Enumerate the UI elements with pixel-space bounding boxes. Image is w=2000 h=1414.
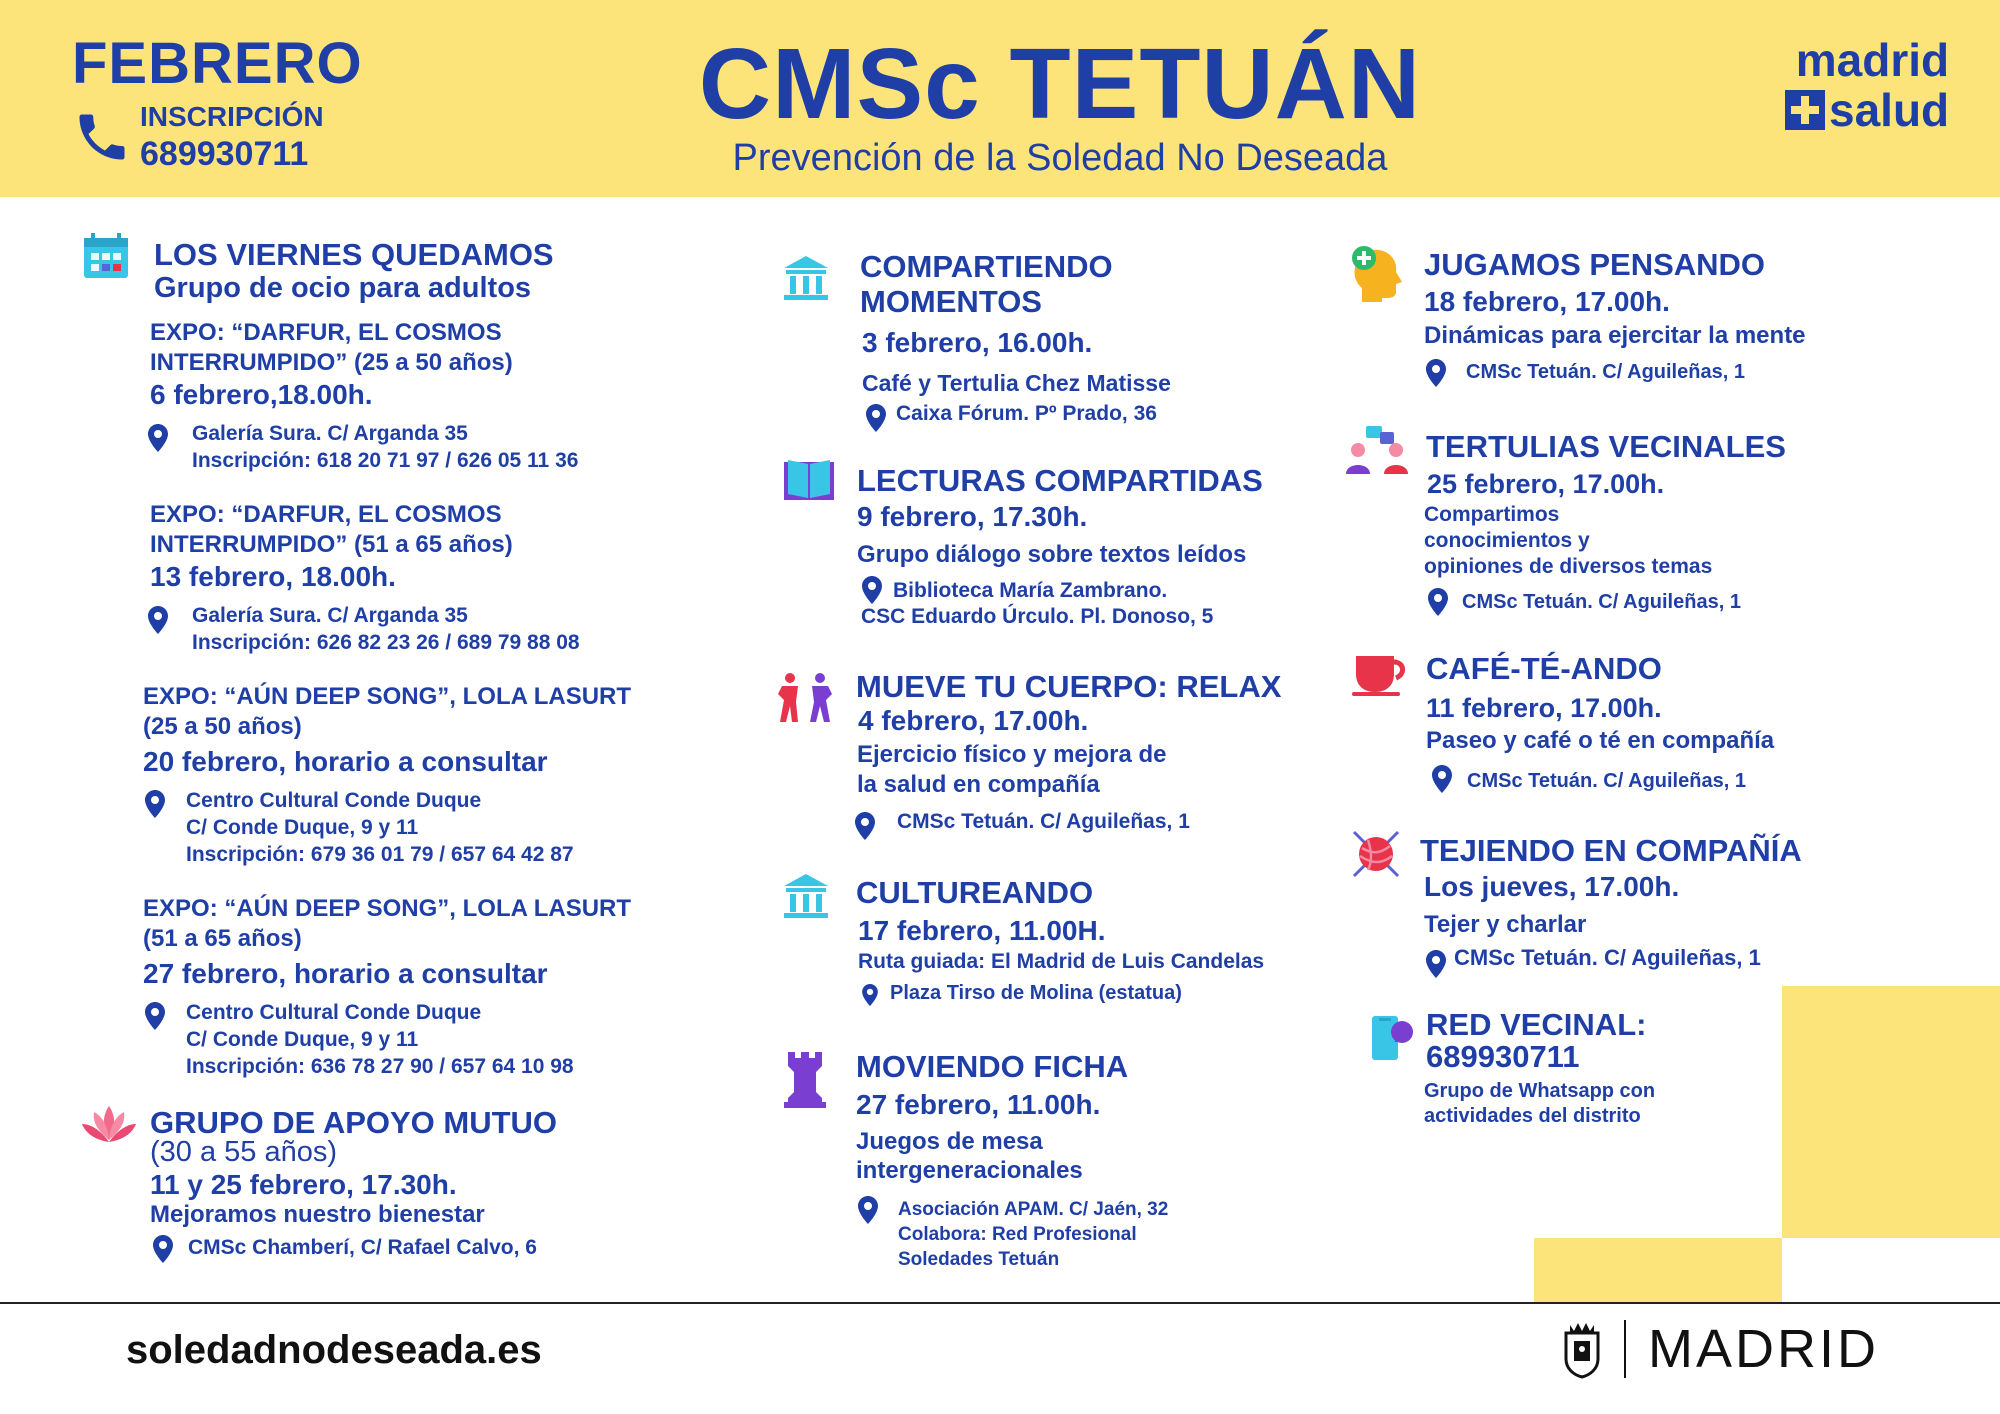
apoyo-desc: Mejoramos nuestro bienestar (150, 1201, 485, 1228)
jugamos-location: CMSc Tetuán. C/ Aguileñas, 1 (1466, 361, 1745, 383)
cross-icon (1785, 90, 1825, 130)
lecturas-location2: CSC Eduardo Úrculo. Pl. Donoso, 5 (861, 605, 1214, 628)
expo3-date: 20 febrero, horario a consultar (143, 746, 548, 777)
tertulias-desc2: conocimientos y (1424, 529, 1590, 552)
chess-rook-icon (782, 1050, 828, 1108)
tejiendo-desc: Tejer y charlar (1424, 911, 1587, 938)
jugamos-desc: Dinámicas para ejercitar la mente (1424, 322, 1806, 349)
madrid-crest-icon (1562, 1319, 1602, 1379)
expo3-line2: (25 a 50 años) (143, 713, 302, 740)
calendar-icon (82, 232, 130, 280)
expo1-line2: INTERRUMPIDO” (25 a 50 años) (150, 349, 513, 376)
mueve-desc2: la salud en compañía (857, 771, 1100, 798)
location-pin-icon (145, 1002, 165, 1030)
logo-line1: madrid (1795, 34, 1950, 86)
expo3-line1: EXPO: “AÚN DEEP SONG”, LOLA LASURT (143, 683, 632, 710)
phone-icon (72, 107, 132, 167)
ficha-location3: Soledades Tetuán (898, 1249, 1060, 1270)
location-pin-icon (1426, 950, 1446, 978)
expo2-date: 13 febrero, 18.00h. (150, 561, 396, 592)
cafe-location: CMSc Tetuán. C/ Aguileñas, 1 (1467, 770, 1746, 792)
mueve-location: CMSc Tetuán. C/ Aguileñas, 1 (897, 810, 1190, 833)
ficha-date: 27 febrero, 11.00h. (856, 1089, 1101, 1120)
mueve-date: 4 febrero, 17.00h. (858, 705, 1089, 736)
expo4-address: C/ Conde Duque, 9 y 11 (186, 1028, 419, 1051)
location-pin-icon (1428, 588, 1448, 616)
location-pin-icon (145, 790, 165, 818)
expo2-inscription: Inscripción: 626 82 23 26 / 689 79 88 08 (192, 631, 580, 654)
location-pin-icon (866, 404, 886, 432)
apoyo-title: GRUPO DE APOYO MUTUO (150, 1105, 558, 1140)
apoyo-age: (30 a 55 años) (150, 1136, 338, 1168)
page-subtitle: Prevención de la Soledad No Deseada (732, 137, 1388, 179)
lotus-icon (80, 1102, 138, 1146)
ficha-location2: Colabora: Red Profesional (898, 1224, 1137, 1245)
cafe-date: 11 febrero, 17.00h. (1426, 693, 1662, 723)
madrid-salud-logo (1785, 36, 1949, 136)
lecturas-desc: Grupo diálogo sobre textos leídos (857, 541, 1247, 568)
website-link[interactable]: soledadnodeseada.es (126, 1328, 542, 1372)
expo3-location: Centro Cultural Conde Duque (186, 789, 482, 812)
cultureando-title: CULTUREANDO (856, 875, 1094, 910)
location-pin-icon (862, 984, 878, 1006)
expo1-date: 6 febrero,18.00h. (150, 379, 373, 410)
tertulias-date: 25 febrero, 17.00h. (1427, 469, 1665, 499)
museum-icon (782, 872, 830, 920)
cafe-title: CAFÉ-TÉ-ANDO (1426, 651, 1662, 686)
yarn-ball-icon (1350, 828, 1402, 880)
compartiendo-date: 3 febrero, 16.00h. (862, 327, 1093, 358)
viernes-title: LOS VIERNES QUEDAMOS (154, 237, 554, 272)
cultureando-location: Plaza Tirso de Molina (estatua) (890, 982, 1182, 1004)
expo2-location: Galería Sura. C/ Arganda 35 (192, 604, 468, 627)
madrid-wordmark: MADRID (1648, 1319, 1879, 1379)
brain-head-icon (1348, 244, 1404, 302)
red-desc1: Grupo de Whatsapp con (1424, 1080, 1656, 1102)
location-pin-icon (1432, 765, 1452, 793)
location-pin-icon (153, 1235, 173, 1263)
expo2-line1: EXPO: “DARFUR, EL COSMOS (150, 501, 502, 528)
tejiendo-location: CMSc Tetuán. C/ Aguileñas, 1 (1454, 945, 1761, 970)
madrid-city-logo (1562, 1318, 1879, 1380)
book-icon (782, 458, 836, 504)
expo1-inscription: Inscripción: 618 20 71 97 / 626 05 11 36 (192, 449, 579, 472)
coffee-cup-icon (1352, 652, 1408, 696)
expo1-location: Galería Sura. C/ Arganda 35 (192, 422, 468, 445)
ficha-desc1: Juegos de mesa (856, 1128, 1043, 1155)
location-pin-icon (855, 812, 875, 840)
lecturas-location1: Biblioteca María Zambrano. (893, 579, 1168, 602)
expo2-line2: INTERRUMPIDO” (51 a 65 años) (150, 531, 513, 558)
location-pin-icon (858, 1196, 878, 1224)
location-pin-icon (148, 424, 168, 452)
compartiendo-title2: MOMENTOS (860, 284, 1042, 319)
ficha-desc2: intergeneracionales (856, 1157, 1083, 1184)
expo4-inscription: Inscripción: 636 78 27 90 / 657 64 10 98 (186, 1055, 574, 1078)
expo4-location: Centro Cultural Conde Duque (186, 1001, 482, 1024)
expo4-line2: (51 a 65 años) (143, 925, 302, 952)
header-inscription (72, 32, 363, 174)
compartiendo-desc: Café y Tertulia Chez Matisse (862, 370, 1171, 396)
inscription-label: INSCRIPCIÓN (140, 101, 324, 132)
inscription-phone[interactable]: 689930711 (140, 135, 309, 173)
compartiendo-title1: COMPARTIENDO (860, 249, 1113, 284)
footer-divider (0, 1302, 2000, 1304)
jugamos-date: 18 febrero, 17.00h. (1424, 286, 1670, 317)
lecturas-title: LECTURAS COMPARTIDAS (857, 463, 1263, 498)
location-pin-icon (862, 576, 882, 604)
ficha-location1: Asociación APAM. C/ Jaén, 32 (898, 1199, 1169, 1220)
expo3-address: C/ Conde Duque, 9 y 11 (186, 816, 419, 839)
compartiendo-location: Caixa Fórum. Pº Prado, 36 (896, 402, 1157, 425)
title-block (560, 28, 1560, 180)
people-chat-icon (1346, 424, 1410, 476)
lecturas-date: 9 febrero, 17.30h. (857, 501, 1088, 532)
month-label: FEBRERO (72, 31, 363, 96)
cultureando-date: 17 febrero, 11.00H. (858, 915, 1106, 946)
logo-line2: salud (1829, 84, 1950, 136)
exercise-icon (776, 672, 834, 724)
tejiendo-date: Los jueves, 17.00h. (1424, 871, 1680, 902)
ficha-title: MOVIENDO FICHA (856, 1049, 1129, 1084)
viernes-subtitle: Grupo de ocio para adultos (154, 272, 532, 304)
phone-chat-icon (1370, 1014, 1418, 1062)
decor-square (1534, 1238, 1782, 1302)
expo3-inscription: Inscripción: 679 36 01 79 / 657 64 42 87 (186, 843, 574, 866)
page-title: CMSc TETUÁN (698, 28, 1422, 140)
expo4-date: 27 febrero, horario a consultar (143, 958, 548, 989)
museum-icon (782, 254, 830, 302)
red-title1: RED VECINAL: (1426, 1007, 1647, 1042)
tejiendo-title: TEJIENDO EN COMPAÑÍA (1420, 833, 1802, 868)
apoyo-date: 11 y 25 febrero, 17.30h. (150, 1169, 457, 1200)
tertulias-title: TERTULIAS VECINALES (1426, 429, 1786, 464)
logo-separator (1624, 1320, 1626, 1378)
cultureando-desc: Ruta guiada: El Madrid de Luis Candelas (858, 950, 1265, 973)
tertulias-desc3: opiniones de diversos temas (1424, 555, 1713, 578)
tertulias-location: CMSc Tetuán. C/ Aguileñas, 1 (1462, 591, 1741, 613)
jugamos-title: JUGAMOS PENSANDO (1424, 247, 1766, 282)
red-desc2: actividades del distrito (1424, 1105, 1641, 1127)
decor-square (1782, 986, 2000, 1238)
cafe-desc: Paseo y café o té en compañía (1426, 727, 1775, 754)
mueve-desc1: Ejercicio físico y mejora de (857, 741, 1167, 768)
red-phone[interactable]: 689930711 (1426, 1039, 1580, 1074)
expo4-line1: EXPO: “AÚN DEEP SONG”, LOLA LASURT (143, 895, 632, 922)
location-pin-icon (148, 606, 168, 634)
location-pin-icon (1426, 359, 1446, 387)
apoyo-location: CMSc Chamberí, C/ Rafael Calvo, 6 (188, 1236, 537, 1259)
expo1-line1: EXPO: “DARFUR, EL COSMOS (150, 319, 502, 346)
mueve-title: MUEVE TU CUERPO: RELAX (856, 669, 1282, 704)
tertulias-desc1: Compartimos (1424, 503, 1560, 526)
